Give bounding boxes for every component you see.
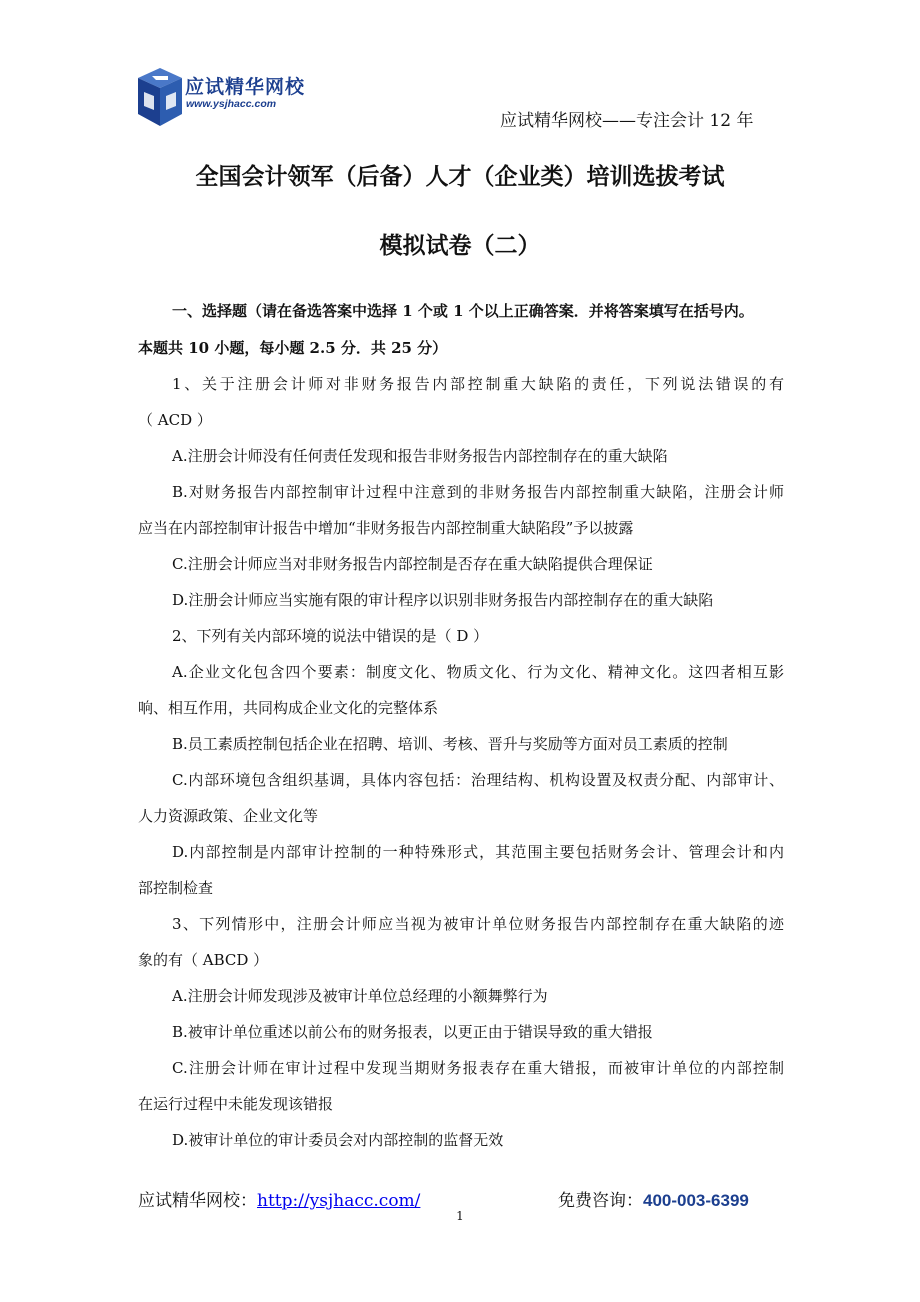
option-line-cont: 人力资源政策、企业文化等	[138, 807, 319, 825]
footer-right	[558, 1186, 749, 1211]
option-line: B.对财务报告内部控制审计过程中注意到的非财务报告内部控制重大缺陷，注册会计师	[172, 483, 784, 501]
consult-label: 免费咨询：	[558, 1191, 643, 1211]
section-heading: 一、选择题（请在备选答案中选择 1 个或 1 个以上正确答案．并将答案填写在括号内。	[172, 302, 754, 320]
section-heading-cont: 本题共 10 小题，每小题 2.5 分．共 25 分）	[138, 339, 448, 357]
phone-number: 400-003-6399	[643, 1191, 749, 1210]
option-line-cont: 应当在内部控制审计报告中增加“非财务报告内部控制重大缺陷段”予以披露	[138, 519, 634, 537]
option-line-cont: 部控制检查	[138, 879, 214, 897]
option-line: A.注册会计师发现涉及被审计单位总经理的小额舞弊行为	[172, 987, 548, 1005]
option-line: C.注册会计师应当对非财务报告内部控制是否存在重大缺陷提供合理保证	[172, 555, 653, 573]
logo-name: 应试精华网校	[185, 76, 306, 98]
option-line: D.注册会计师应当实施有限的审计程序以识别非财务报告内部控制存在的重大缺陷	[172, 591, 714, 609]
doc-title: 全国会计领军（后备）人才（企业类）培训选拔考试	[195, 163, 725, 190]
question-stem: 3、下列情形中，注册会计师应当视为被审计单位财务报告内部控制存在重大缺陷的迹	[172, 915, 784, 933]
option-line: C.注册会计师在审计过程中发现当期财务报表存在重大错报，而被审计单位的内部控制	[172, 1059, 784, 1077]
question-stem: 2、下列有关内部环境的说法中错误的是（ D ）	[172, 627, 489, 645]
question-answer: 象的有（ ABCD ）	[138, 951, 269, 969]
option-line: B.被审计单位重述以前公布的财务报表，以更正由于错误导致的重大错报	[172, 1023, 653, 1041]
doc-subtitle: 模拟试卷（二）	[379, 232, 541, 259]
footer-label: 应试精华网校：	[138, 1191, 257, 1211]
option-line: D.被审计单位的审计委员会对内部控制的监督无效	[172, 1131, 504, 1149]
option-line-cont: 在运行过程中未能发现该错报	[138, 1095, 334, 1113]
footer-left	[138, 1186, 420, 1211]
option-line: B.员工素质控制包括企业在招聘、培训、考核、晋升与奖励等方面对员工素质的控制	[172, 735, 728, 753]
option-line: A.注册会计师没有任何责任发现和报告非财务报告内部控制存在的重大缺陷	[172, 447, 668, 465]
header-tagline: 应试精华网校——专注会计 12 年	[500, 111, 754, 131]
website-link[interactable]: http://ysjhacc.com/	[257, 1191, 421, 1211]
logo-url: www.ysjhacc.com	[186, 98, 277, 110]
page-number: 1	[456, 1209, 464, 1223]
question-stem: 1、关于注册会计师对非财务报告内部控制重大缺陷的责任，下列说法错误的有	[172, 375, 784, 393]
option-line-cont: 响、相互作用，共同构成企业文化的完整体系	[138, 699, 439, 717]
option-line: A.企业文化包含四个要素：制度文化、物质文化、行为文化、精神文化。这四者相互影	[172, 663, 784, 681]
option-line: D.内部控制是内部审计控制的一种特殊形式，其范围主要包括财务会计、管理会计和内	[172, 843, 784, 861]
option-line: C.内部环境包含组织基调，具体内容包括：治理结构、机构设置及权责分配、内部审计、	[172, 771, 784, 789]
question-answer: （ ACD ）	[138, 411, 212, 429]
